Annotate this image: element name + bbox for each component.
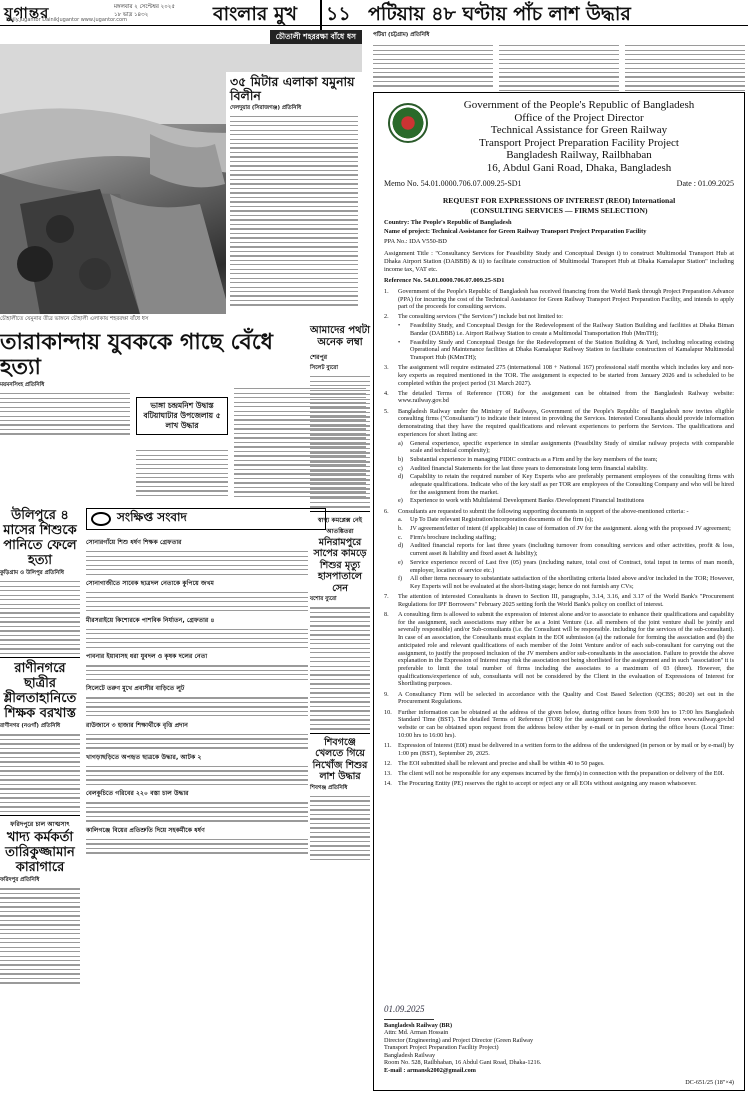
left-column: উলিপুরে ৪ মাসের শিশুকে পানিতে ফেলে হত্যা কুড়িগ্রাম ও উলিপুর প্রতিনিধি রাণীনগরে ছাত্রীর শ্লীলতাহানিতে শিক্ষক বরখাস্ত রাণীনগর (নওগাঁ) প্রতিনিধি ফরিদপুরে চাল আত্মসাৎ খাদ্য কর্মকর্তা তারিকুজ্জামান কারাগারে ফরিদপুর প্রতিনিধি: [0, 508, 80, 1093]
memo-line: Memo No. 54.01.0000.706.07.009.25-SD1 Date : 01.09.2025: [384, 179, 734, 188]
lead-body-text: [0, 393, 130, 435]
ad-code: DC-651/25 (18"×4): [685, 1079, 734, 1086]
feature-story: [0, 30, 368, 322]
page-number: ১১: [320, 0, 351, 32]
handwritten-signature: 01.09.2025: [384, 1006, 434, 1020]
story-headline: আমাদের পথটা অনেক লম্বা: [310, 325, 370, 348]
story-headline: রাণীনগরে ছাত্রীর শ্লীলতাহানিতে শিক্ষক বরখাস্ত: [3, 661, 77, 722]
brief-headline: খাগড়াছড়িতে অপহৃত ছাত্রকে উদ্ধার, আটক ২: [86, 753, 202, 761]
briefs-banner: সংক্ষিপ্ত সংবাদ: [86, 508, 326, 530]
brief-arrow-icon: [91, 512, 111, 526]
signature-block: 01.09.2025 Bangladesh Railway (BR) Attn: Md. Arman Hossain Director (Engineering) and Project Director (Green Railway Transport Project Preparation Facility Project) Bangladesh Railway Room No. 528, Railbhaban, 16 Abdul Gani Road, Dhaka-1216. E-mail : armansk2002@gmail.com: [384, 1003, 542, 1074]
brief-headline: সোনাগাজীতে সাবেক ছাত্রদল নেতাকে কুপিয়ে জখম: [86, 580, 214, 587]
story-headline: খাদ্য কর্মকর্তা তারিকুজ্জামান কারাগারে: [5, 830, 75, 876]
narrow-column: আমাদের পথটা অনেক লম্বা শেরপুর সিলেট ব্যুরো স্বাস্থ্য কমপ্লেক্স নেই আতঙ্কিতরা মনিরামপুরে সাপের কামড়ে শিশুর মৃত্যু হাসপাতালে সেন যশোর ব্যুরো শিবগঞ্জে খেলতে গিয়ে নিখোঁজ শিশুর লাশ উদ্ধার শিবগঞ্জ প্রতিনিধি: [310, 325, 370, 1093]
masthead: [0, 0, 748, 26]
bangladesh-govt-emblem-icon: [388, 103, 428, 143]
briefs-column: [86, 534, 308, 1093]
notice-clauses: 1. Government of the People's Republic of Bangladesh has received financing from the World Bank through Project Preparation Advance (PPA) for incurring the cost of the Technical Assistance for Green Railway Transport Project Preparation Facility, and intends to apply part of the proceeds for consulting services. 2. The consulting services ("the Services") include but not limited to: • Feasibility Study, and Conceptual Design for the Redevelopment of the Railway Station Building and facilities at Dhaka Biman Bandar (DABBB) i.e. Airport Railway Station to create a Multimodal Transportation Hub (MmTH); • Feasibility Study and Conceptual Design for the Redevelopment of the Station Building & Yard, including relocating existing Operational and Maintenance facilities at Dhaka Kamalapur Railway Station to facilitate construction of Kamalapur Multimodal Transport Hub (KMmTH); 3. The assignment will require estimated 275 (international 108 + National 167) professional staff months which includes key and non-key experts as required mentioned in the TOR. The assignment is expected to be started from January 2026 and is scheduled to be completed within the project period (31 March 2027). 4. The detailed Terms of Reference (TOR) for the assignment can be obtained from the Bangladesh Railway website: www.railway.gov.bd 5. Bangladesh Railway under the Ministry of Railways, Government of the People's Republic of Bangladesh now invites eligible consulting firms ("Consultants") to indicate their interest in providing the Services. Interested Consultants should provide information demonstrating that they have the required qualifications and relevant experiences to perform the Services. The qualifications and experiences for short listing are: a) General experience, specific experience in similar assignments (Feasibility Study of similar railway projects with comparable scale and technical complexity); b) Substantial experience in managing FIDIC contracts as a Firm and by the key members of the team; c) Audited financial Statements for the last three years to demonstrate long term financial stability. d) Capability to retain the required number of Key Experts who are preferably permanent employees of the consulting firms with adequate qualifications. Indicate who of the key staff as per TOR are employees of the Consulting Company and who will be hired for the assignment from the market. e) Experience to work with Multilateral Development Banks /Development Financial Institutions 6. Consultants are requested to submit the following supporting documents in support of the above-mentioned criteria: - a. Up To Date relevant Registration/incorporation documents of the firm (s); b. JV agreement/letter of intent (if applicable) in case of formation of JV for the assignment. along with the proposed JV agreement; c. Firm's brochure including staffing; d) Audited financial reports for last three years (including turnover from consulting services and other activities, profit & loss, current asset & liability and fixed asset & liability); e) Service experience record of Last five (05) years (including nature, total cost of Contract, total input in terms of man month, employer, location of service etc.) f) All other items necessary to substantiate satisfaction of the shortlisting criteria listed above and/or included in the TOR; However, Key Experts will not be evaluated at the short-listing stage; hence do not furnish any CVs; 7. The attention of interested Consultants is drawn to Section III, paragraphs, 3.14, 3.16, and 3.17 of the World Bank's "Procurement Regulations for IPF Borrowers" February 2025 setting forth the World Bank's policy on conflict of interest. 8. A consulting firm is allowed to submit the expression of interest alone and/or to associate to enhance their qualifications and capability for the assignment, such associations may either be as a Joint Venture (i.e. all members of the joint venture shall be jointly and severally responsible) and/or Sub-consultants (i.e. the Consultant will be responsible. including for the services of the sub-consultant). In case of an association, the Consultants must explain in the EOI submission (a) the rationale for forming the association and (b) the anticipated role and relevant qualifications of each member of the Joint Venture and/or of each sub-consultant for carrying out the assignment, to justify the proposed inclusion of the JV members and/or sub-consultants in the association. Failure to provide the above explanation in the Expression of Interest may risk the association not being shortlisted for the assignment and in such "association" it is preferable to limit the total number of firms including the associates to a maximum of 03 (three). However, the qualifications/experience of sub, consultants will not be considered by the Client in the evaluation of Expressions of Interest for Shortlisting purposes. 9. A Consultancy Firm will be selected in accordance with the Quality and Cost Based Selection (QCBS; 80:20) set out in the Procurement Regulations. 10. Further information can be obtained at the address of the given below, during office hours from 9:00 hrs to 17:00 hrs Bangladesh Standard Time (BST). The detailed Terms of Reference (TOR) for the assignment can be downloaded from www.railway.gov.bd website or can be obtained upon request from the address below either by e-mail or in person during the office hours (Local Time: 10:00 hrs to 16:00 hrs). 11. Expression of Interest (E0I) must be delivered in a written form to the address of the undersigned (in person or by mail or by e-mail) by 1:00 pm (BST), September 29, 2025. 12. The EOI submitted shall be relevant and precise and shall be within 40 to 50 pages. 13. The client will not be responsible for any expenses incurred by the firm(s) in connection with the preparation or delivery of the E0I. 14. The Procuring Entity (PE) reserves the right to accept or reject any or all EOIs without assigning any reason whatsoever.: [384, 287, 734, 788]
social-handles: Daily.Jugantor DainikJugantor www.jugantor.com: [6, 17, 127, 23]
notice-title: REQUEST FOR EXPRESSIONS OF INTEREST (REOI) International (CONSULTING SERVICES — FIRMS SELECTION): [442, 196, 676, 215]
feature-text-panel: [226, 72, 362, 314]
lead-sidebar: ভাঙ্গা চন্দ্রমনিশ উদ্বাস্ত বটিয়াঘাটার উপজেলায় ৫ লাখ উদ্ধার: [136, 397, 228, 435]
top-headline: পটিয়ায় ৪৮ ঘণ্টায় পাঁচ লাশ উদ্ধার: [368, 3, 631, 25]
issue-date: মঙ্গলবার ২ সেপ্টেম্বর ২০২৫ ১৮ ভাদ্র ১৪৩২: [114, 4, 175, 18]
notice-header: Government of the People's Republic of Bangladesh Office of the Project Director Technical Assistance for Green Railway Transport Project Preparation Facility Project Bangladesh Railway, Railbhaban 16, Abdul Gani Road, Dhaka, Bangladesh: [463, 99, 695, 174]
brief-headline: সিলেটে তরুণ মুখে প্রবাসীর বাড়িতে লুট: [86, 685, 185, 693]
patiya-story: পটিয়া (চট্টগ্রাম) প্রতিনিধি: [373, 30, 745, 88]
feature-byline: দেলদুয়ার (সিরাজগঞ্জ) প্রতিনিধি: [230, 105, 302, 111]
photo-caption: চৌহালীতে যেমুনার তীব্র ভাঙ্গনে চৌহালী এলাকায় শহররক্ষা বাঁধে ধস: [0, 316, 149, 322]
reoi-notice: Government of the People's Republic of Bangladesh Office of the Project Director Technical Assistance for Green Railway Transport Project Preparation Facility Project Bangladesh Railway, Railbhaban 16, Abdul Gani Road, Dhaka, Bangladesh Memo No. 54.01.0000.706.07.009.25-SD1 Date : 01.09.2025 REQUEST FOR EXPRESSIONS OF INTEREST (REOI) International (CONSULTING SERVICES — FIRMS SELECTION) Country: The People's Republic of Bangladesh Name of project: Technical Assistance for Green Railway Transport Project Preparation Facility PPA No.: IDA V550-BD Assignment Title : "Consultancy Services for Feasibility Study and Conceptual Design i) to construct Multimodal Transport Hub at Dhaka Airport Station (DABBB) & ii) to facilitate construction of Multimodal Transport Hub at Dhaka Kamalapur Station" including income tax, VAT etc. Reference No. 54.01.0000.706.07.009.25-SD1 1. Government of the People's Republic of Bangladesh has received financing from the World Bank through Project Preparation Advance (PPA) for incurring the cost of the Technical Assistance for Green Railway Transport Project Preparation Facility, and intends to apply part of the proceeds for consulting services. 2. The consulting services ("the Services") include but not limited to: • Feasibility Study, and Conceptual Design for the Redevelopment of the Railway Station Building and facilities at Dhaka Biman Bandar (DABBB) i.e. Airport Railway Station to create a Multimodal Transportation Hub (MmTH); • Feasibility Study and Conceptual Design for the Redevelopment of the Station Building & Yard, including relocating existing Operational and Maintenance facilities at Dhaka Kamalapur Railway Station to facilitate construction of Kamalapur Multimodal Transport Hub (KMmTH); 3. The assignment will require estimated 275 (international 108 + National 167) professional staff months which includes key and non-key experts as required mentioned in the TOR. The assignment is expected to be started from January 2026 and is scheduled to be completed within the project period (31 March 2027). 4. The detailed Terms of Reference (TOR) for the assignment can be obtained from the Bangladesh Railway website: www.railway.gov.bd 5. Bangladesh Railway under the Ministry of Railways, Government of the People's Republic of Bangladesh now invites eligible consulting firms ("Consultants") to indicate their interest in providing the Services. Interested Consultants should provide information demonstrating that they have the required qualifications and relevant experiences to perform the Services. The qualifications and experiences for short listing are: a) General experience, specific experience in similar assignments (Feasibility Study of similar railway projects with comparable scale and technical complexity); b) Substantial experience in managing FIDIC contracts as a Firm and by the key members of the team; c) Audited financial Statements for the last three years to demonstrate long term financial stability. d) Capability to retain the required number of Key Experts who are preferably permanent employees of the consulting firms with adequate qualifications. Indicate who of the key staff as per TOR are employees of the Consulting Company and who will be hired for the assignment from the market. e) Experience to work with Multilateral Development Banks /Development Financial Institutions 6. Consultants are requested to submit the following supporting documents in support of the above-mentioned criteria: - a. Up To Date relevant Registration/incorporation documents of the firm (s); b. JV agreement/letter of intent (if applicable) in case of formation of JV for the assignment. along with the proposed JV agreement; c. Firm's brochure including staffing; d) Audited financial reports for last three years (including turnover from consulting services and other activities, profit & loss, current asset & liability and fixed asset & liability); e) Service experience record of Last five (05) years (including nature, total cost of Contract, total input in terms of man month, employer, location of service etc.) f) All other items necessary to substantiate satisfaction of the shortlisting criteria listed above and/or included in the TOR; However, Key Experts will not be evaluated at the short-listing stage; hence do not furnish any CVs; 7. The attention of interested Consultants is drawn to Section III, paragraphs, 3.14, 3.16, and 3.17 of the World Bank's "Procurement Regulations for IPF Borrowers" February 2025 setting forth the World Bank's policy on conflict of interest. 8. A consulting firm is allowed to submit the expression of interest alone and/or to associate to enhance their qualifications and capability for the assignment, such associations may either be as a Joint Venture (i.e. all members of the joint venture shall be jointly and severally responsible) and/or Sub-consultants (i.e. the Consultant will be responsible. including for the services of the sub-consultant). In case of an association, the Consultants must explain in the EOI submission (a) the rationale for forming the association and (b) the anticipated role and relevant qualifications of each member of the Joint Venture and/or of each sub-consultant for carrying out the assignment, to justify the proposed inclusion of the JV members and/or sub-consultants in the association. Failure to provide the above explanation in the Expression of Interest may risk the association not being shortlisted for the assignment and in such "association" it is preferable to limit the total number of firms including the associates to a maximum of 03 (three). However, the qualifications/experience of sub, consultants will not be considered by the Client in the evaluation of Expressions of Interest for Shortlisting purposes. 9. A Consultancy Firm will be selected in accordance with the Quality and Cost Based Selection (QCBS; 80:20) set out in the Procurement Regulations. 10. Further information can be obtained at the address of the given below, during office hours from 9:00 hrs to 17:00 hrs Bangladesh Standard Time (BST). The detailed Terms of Reference (TOR) for the assignment can be downloaded from www.railway.gov.bd website or can be obtained upon request from the address below either by e-mail or in person during the office hours (Local Time: 10:00 hrs to 16:00 hrs). 11. Expression of Interest (E0I) must be delivered in a written form to the address of the undersigned (in person or by mail or by e-mail) by 1:00 pm (BST), September 29, 2025. 12. The EOI submitted shall be relevant and precise and shall be within 40 to 50 pages. 13. The client will not be responsible for any expenses incurred by the firm(s) in connection with the preparation or delivery of the E0I. 14. The Procuring Entity (PE) reserves the right to accept or reject any or all EOIs without assigning any reason whatsoever. 01.09.2025 Bangladesh Railway (BR) Attn: Md. Arman Hossain Director (Engineering) and Project Director (Green Railway Transport Project Preparation Facility Project) Bangladesh Railway Room No. 528, Railbhaban, 16 Abdul Gani Road, Dhaka-1216. E-mail : armansk2002@gmail.com DC-651/25 (18"×4): [373, 92, 745, 1091]
brief-headline: রাউজানে ৩ হাজার শিক্ষার্থীকে বৃত্তি প্রদান: [86, 721, 188, 729]
story-headline: উলিপুরে ৪ মাসের শিশুকে পানিতে ফেলে হত্যা: [3, 508, 77, 568]
newspaper-logo: যুগান্তর: [4, 4, 50, 22]
brief-headline: কালিগঞ্জে বিয়ের প্রতিশ্রুতি দিয়ে সহকর্মীকে ধর্ষণ: [86, 826, 205, 834]
feature-headline: ৩৫ মিটার এলাকা যমুনায় বিলীন: [230, 74, 355, 103]
story-headline: মনিরামপুরে সাপের কামড়ে শিশুর মৃত্যু হাসপাতালে সেন: [313, 536, 367, 594]
lead-byline: ময়মনসিংহ প্রতিনিধি: [0, 382, 45, 388]
feature-tag: চৌতালী শহররক্ষা বাঁধে ধস: [270, 30, 362, 46]
brief-headline: সোনারগাঁয়ে শিশু ধর্ষণ শিক্ষক গ্রেফতার: [86, 539, 182, 546]
brief-headline: মীরসরাইয়ে কিশোরকে পাশবিক নির্যাতন, গ্রেফতার ৪: [86, 616, 215, 624]
feature-body-text: [230, 116, 358, 306]
lead-headline: তারাকান্দায় যুবককে গাছে বেঁধে হত্যা: [0, 329, 273, 380]
brief-headline: পাবনার ইয়াবাসহ ধরা যুবদল ও কৃষক দলের নেতা: [86, 653, 208, 661]
brief-headline: বেলকুচিতে গরিবের ২২০ বস্তা চাল উদ্ধার: [86, 790, 189, 798]
story-headline: শিবগঞ্জে খেলতে গিয়ে নিখোঁজ শিশুর লাশ উদ্ধার: [312, 736, 368, 783]
section-title: বাংলার মুখ: [213, 3, 298, 25]
